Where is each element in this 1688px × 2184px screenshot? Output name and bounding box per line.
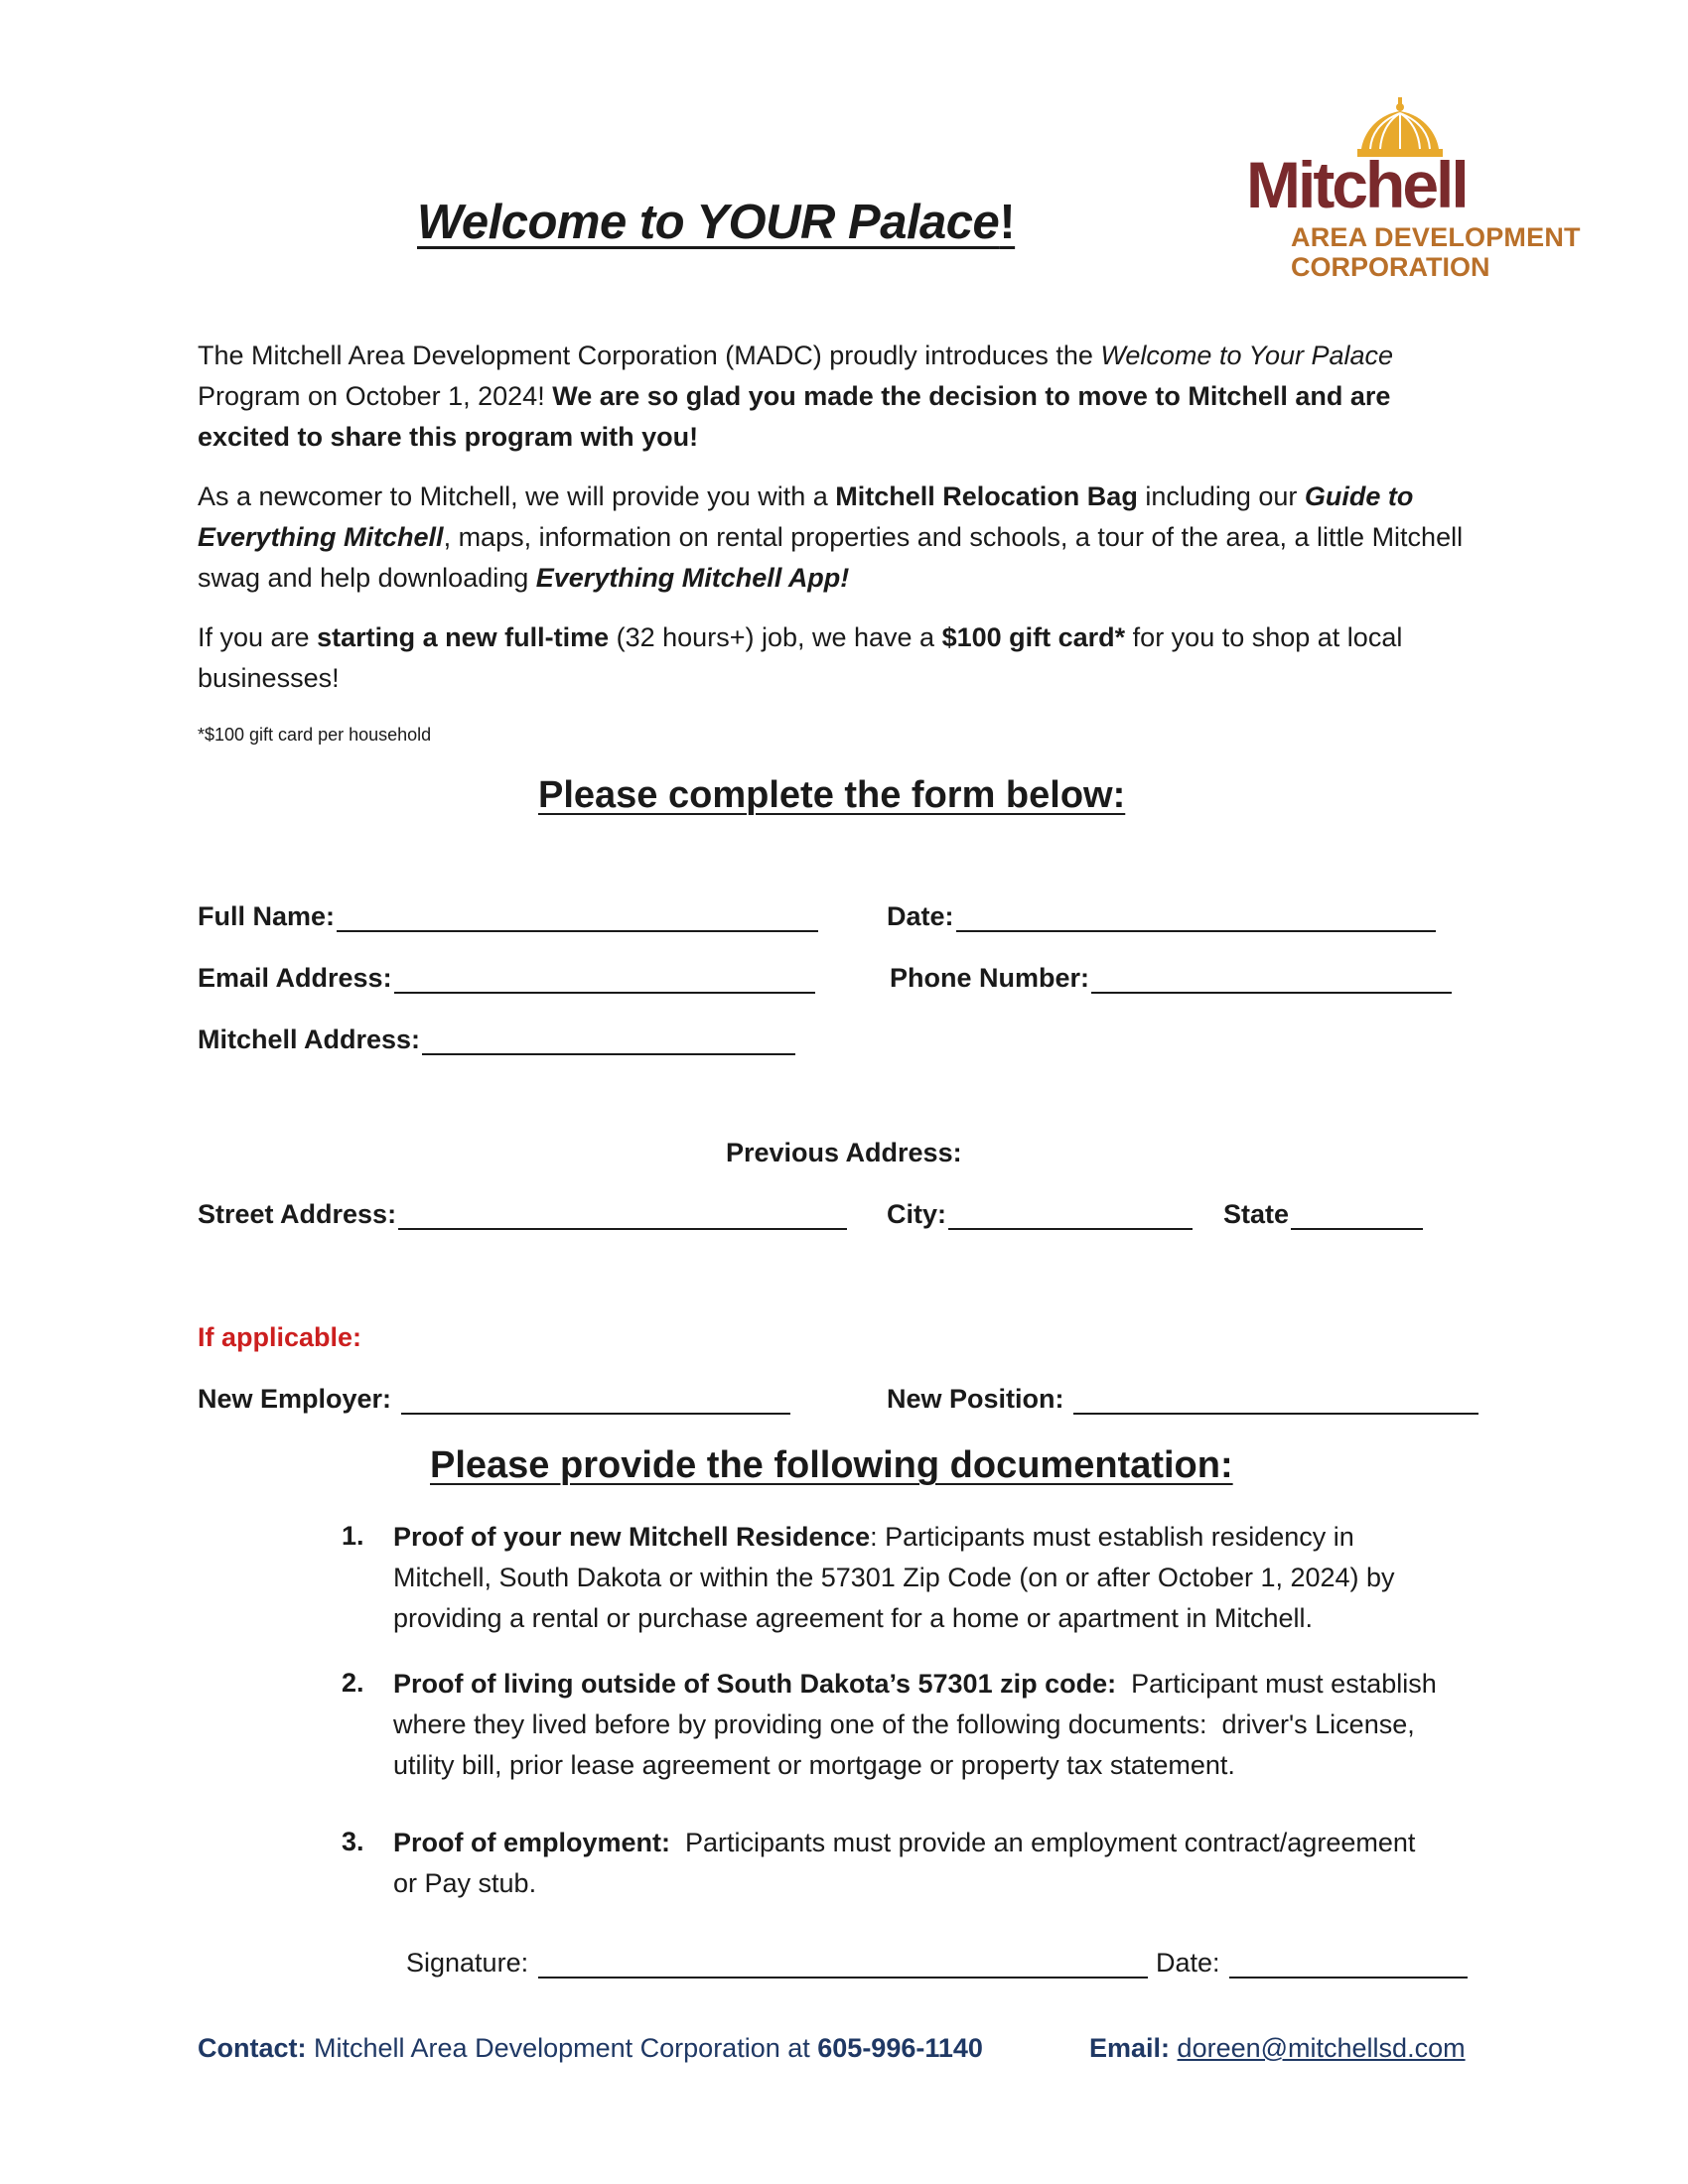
date-label: Date: xyxy=(887,901,954,931)
full-name-input[interactable] xyxy=(337,904,818,932)
gift-card: $100 gift card* xyxy=(941,622,1126,652)
relocation-bag: Mitchell Relocation Bag xyxy=(835,481,1138,511)
intro-paragraph-3 xyxy=(198,617,1488,699)
new-position-label: New Position: xyxy=(887,1384,1072,1414)
list-item-text xyxy=(393,1664,1446,1786)
date-input[interactable] xyxy=(956,904,1436,932)
signature-label: Signature: xyxy=(406,1948,536,1978)
intro-paragraph-2 xyxy=(198,477,1488,599)
email-label: Email: xyxy=(1089,2033,1171,2063)
list-number: 1. xyxy=(342,1521,364,1551)
page-title-text: Welcome to YOUR Palace xyxy=(417,196,1000,249)
previous-address-label: Previous Address: xyxy=(726,1138,962,1167)
signature-input[interactable] xyxy=(538,1951,1148,1979)
list-number: 2. xyxy=(342,1668,364,1698)
new-position-input[interactable] xyxy=(1073,1387,1478,1415)
list-item-text xyxy=(393,1517,1446,1639)
new-employer-field xyxy=(198,1384,790,1415)
app-name: Everything Mitchell App! xyxy=(535,563,850,593)
signature-date-input[interactable] xyxy=(1229,1951,1468,1979)
list-item-title: Proof of employment: xyxy=(393,1828,671,1857)
state-input[interactable] xyxy=(1291,1202,1423,1230)
page-title-exclamation: ! xyxy=(999,196,1016,249)
email-input[interactable] xyxy=(394,966,815,994)
city-input[interactable] xyxy=(948,1202,1193,1230)
form-heading: Please complete the form below: xyxy=(538,774,1126,816)
new-employer-input[interactable] xyxy=(401,1387,790,1415)
contact-label: Contact: xyxy=(198,2033,307,2063)
contact-text: Mitchell Area Development Corporation at xyxy=(306,2033,818,2063)
previous-address-heading xyxy=(726,1138,962,1168)
list-item-text xyxy=(393,1823,1446,1904)
guide-title: Guide to Everything Mitchell xyxy=(198,481,1414,552)
mitchell-address-input[interactable] xyxy=(422,1027,795,1055)
list-number: 3. xyxy=(342,1827,364,1856)
intro-text: for you to shop at local businesses! xyxy=(198,622,1403,693)
street-address-field xyxy=(198,1199,847,1230)
intro-text: including our xyxy=(1137,481,1305,511)
intro-emphasis: We are so glad you made the decision to move to Mitchell and are excited to share this program with you! xyxy=(198,381,1391,452)
logo-subtitle-line1: AREA DEVELOPMENT xyxy=(1291,222,1581,252)
intro-text: (32 hours+) job, we have a xyxy=(609,622,942,652)
list-item-title: Proof of living outside of South Dakota’s 57301 zip code: xyxy=(393,1669,1117,1699)
phone-input[interactable] xyxy=(1091,966,1452,994)
list-item-body: Participant must establish where they lived before by providing one of the following documents: driver's License, utility bill, prior lease agreement or mortgage or property tax statement. xyxy=(393,1669,1445,1780)
intro-text: If you are xyxy=(198,622,318,652)
full-name-label: Full Name: xyxy=(198,901,336,931)
state-field xyxy=(1223,1199,1423,1230)
job-emphasis: starting a new full-time xyxy=(317,622,610,652)
phone-field xyxy=(890,963,1452,994)
date-field xyxy=(887,901,1436,932)
intro-text: , maps, information on rental properties and schools, a tour of the area, a little Mitchell swag and help downloading xyxy=(198,522,1464,593)
city-field xyxy=(887,1199,1193,1230)
signature-field xyxy=(406,1948,1148,1979)
madc-logo xyxy=(1246,97,1604,286)
program-name: Welcome to Your Palace xyxy=(1100,341,1394,370)
contact-info xyxy=(198,2033,983,2064)
city-label: City: xyxy=(887,1199,946,1229)
page-title xyxy=(417,195,1015,250)
phone-label: Phone Number: xyxy=(890,963,1090,993)
new-position-field xyxy=(887,1384,1478,1415)
email-field xyxy=(198,963,815,994)
list-item-title: Proof of your new Mitchell Residence xyxy=(393,1522,871,1552)
signature-date-label: Date: xyxy=(1156,1948,1228,1978)
mitchell-address-field xyxy=(198,1024,795,1055)
intro-text: As a newcomer to Mitchell, we will provide you with a xyxy=(198,481,836,511)
email-label: Email Address: xyxy=(198,963,392,993)
contact-email xyxy=(1089,2033,1466,2064)
logo-wordmark: Mitchell xyxy=(1246,148,1467,221)
intro-text: The Mitchell Area Development Corporation (MADC) proudly introduces the xyxy=(198,341,1101,370)
intro-text: Program on October 1, 2024! xyxy=(198,381,553,411)
intro-paragraph-1 xyxy=(198,336,1488,458)
new-employer-label: New Employer: xyxy=(198,1384,399,1414)
contact-phone: 605-996-1140 xyxy=(817,2033,983,2063)
email-link[interactable]: doreen@mitchellsd.com xyxy=(1177,2033,1466,2063)
if-applicable-label: If applicable: xyxy=(198,1322,362,1352)
logo-subtitle-line2: CORPORATION xyxy=(1291,252,1490,282)
list-item-body: : Participants must establish residency in Mitchell, South Dakota or within the 57301 Zip Code (on or after October 1, 2024) by providing a rental or purchase agreement for a home or apartment in Mitchell. xyxy=(393,1522,1395,1633)
street-address-input[interactable] xyxy=(398,1202,847,1230)
mitchell-address-label: Mitchell Address: xyxy=(198,1024,421,1054)
state-label: State xyxy=(1223,1199,1290,1229)
list-item-body: Participants must provide an employment contract/agreement or Pay stub. xyxy=(393,1828,1423,1898)
documentation-heading: Please provide the following documentation: xyxy=(430,1444,1233,1486)
street-address-label: Street Address: xyxy=(198,1199,397,1229)
full-name-field xyxy=(198,901,818,932)
signature-date-field xyxy=(1156,1948,1468,1979)
gift-card-footnote: *$100 gift card per household xyxy=(198,725,432,745)
